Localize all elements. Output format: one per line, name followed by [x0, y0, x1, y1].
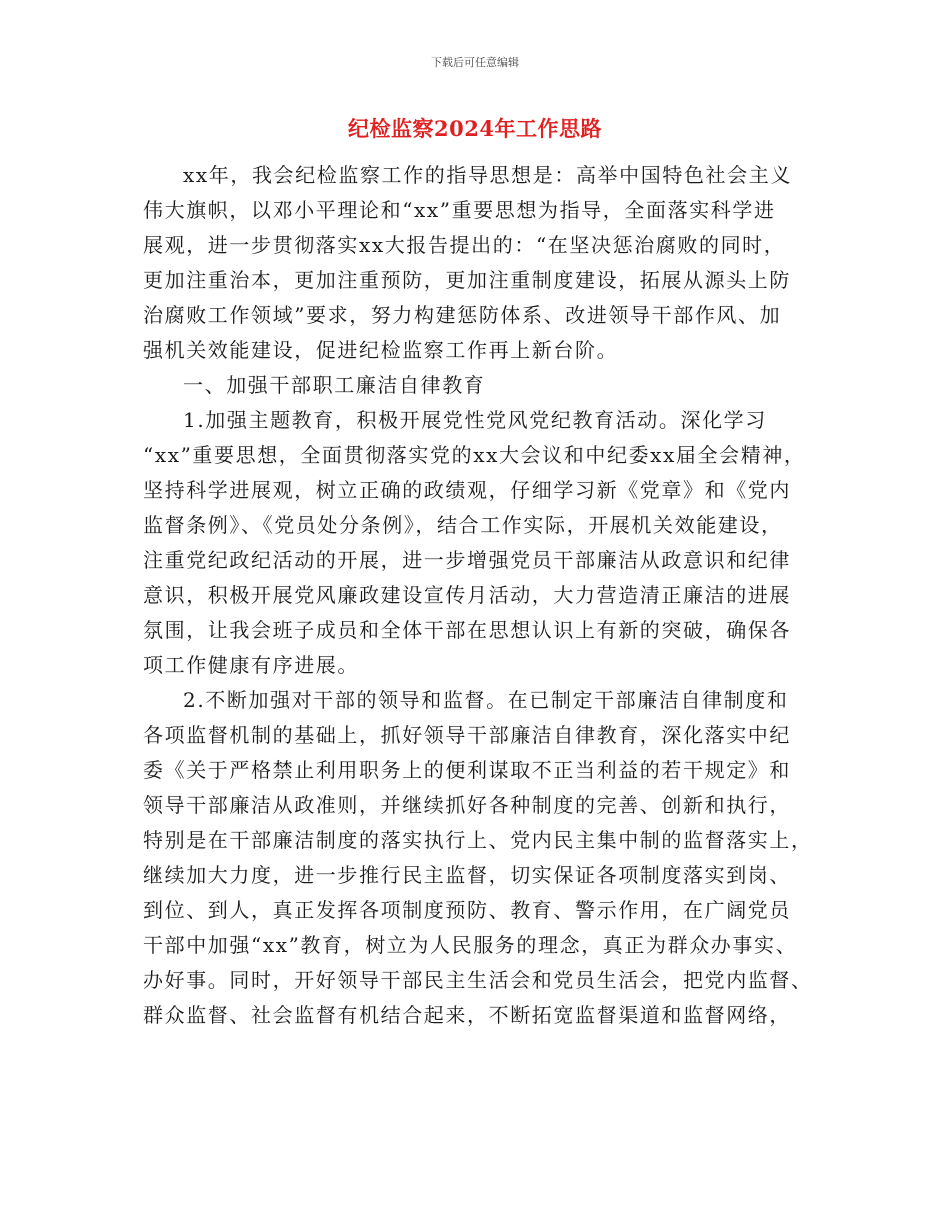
- text-line: 领导干部廉洁从政准则，并继续抓好各种制度的完善、创新和执行，: [143, 793, 791, 817]
- text-line: 1.加强主题教育，积极开展党性党风党纪教育活动。深化学习: [183, 408, 767, 432]
- text-line: 项工作健康有序进展。: [143, 653, 359, 677]
- text-line: 坚持科学进展观，树立正确的政绩观，仔细学习新《党章》和《党内: [143, 478, 791, 502]
- text-line: 一、加强干部职工廉洁自律教育: [183, 373, 486, 397]
- text-line: 氛围，让我会班子成员和全体干部在思想认识上有新的突破，确保各: [143, 618, 791, 642]
- document-title: 纪检监察2024年工作思路: [348, 116, 602, 141]
- text-line: 到位、到人，真正发挥各项制度预防、教育、警示作用，在广阔党员: [143, 898, 791, 922]
- text-line: 干部中加强“xx”教育，树立为人民服务的理念，真正为群众办事实、: [143, 933, 798, 957]
- text-line: xx年，我会纪检监察工作的指导思想是：高举中国特色社会主义: [183, 163, 792, 187]
- text-line: 各项监督机制的基础上，抓好领导干部廉洁自律教育，深化落实中纪: [143, 723, 791, 747]
- text-line: 办好事。同时，开好领导干部民主生活会和党员生活会，把党内监督、: [143, 968, 813, 992]
- document-body: [143, 158, 833, 1033]
- text-line: 监督条例》、《党员处分条例》，结合工作实际，开展机关效能建设，: [143, 513, 783, 537]
- text-line: 特别是在干部廉洁制度的落实执行上、党内民主集中制的监督落实上，: [143, 828, 813, 852]
- header-note: 下载后可任意编辑: [431, 56, 519, 69]
- text-line: 继续加大力度，进一步推行民主监督，切实保证各项制度落实到岗、: [143, 863, 791, 887]
- text-line: 展观，进一步贯彻落实xx大报告提出的：“在坚决惩治腐败的同时，: [143, 233, 786, 257]
- text-line: 伟大旗帜，以邓小平理论和“xx”重要思想为指导，全面落实科学进: [143, 198, 776, 222]
- text-line: 强机关效能建设，促进纪检监察工作再上新台阶。: [143, 338, 619, 362]
- text-line: 意识，积极开展党风廉政建设宣传月活动，大力营造清正廉洁的进展: [143, 583, 791, 607]
- text-line: 治腐败工作领域”要求，努力构建惩防体系、改进领导干部作风、加: [143, 303, 782, 327]
- text-line: 2.不断加强对干部的领导和监督。在已制定干部廉洁自律制度和: [183, 688, 789, 712]
- text-line: 委《关于严格禁止利用职务上的便利谋取不正当利益的若干规定》和: [143, 758, 791, 782]
- text-line: 更加注重治本，更加注重预防，更加注重制度建设，拓展从源头上防: [143, 268, 791, 292]
- text-line: 注重党纪政纪活动的开展，进一步增强党员干部廉洁从政意识和纪律: [143, 548, 791, 572]
- text-line: “xx”重要思想，全面贯彻落实党的xx大会议和中纪委xx届全会精神，: [143, 443, 806, 467]
- text-line: 群众监督、社会监督有机结合起来，不断拓宽监督渠道和监督网络，: [143, 1003, 791, 1027]
